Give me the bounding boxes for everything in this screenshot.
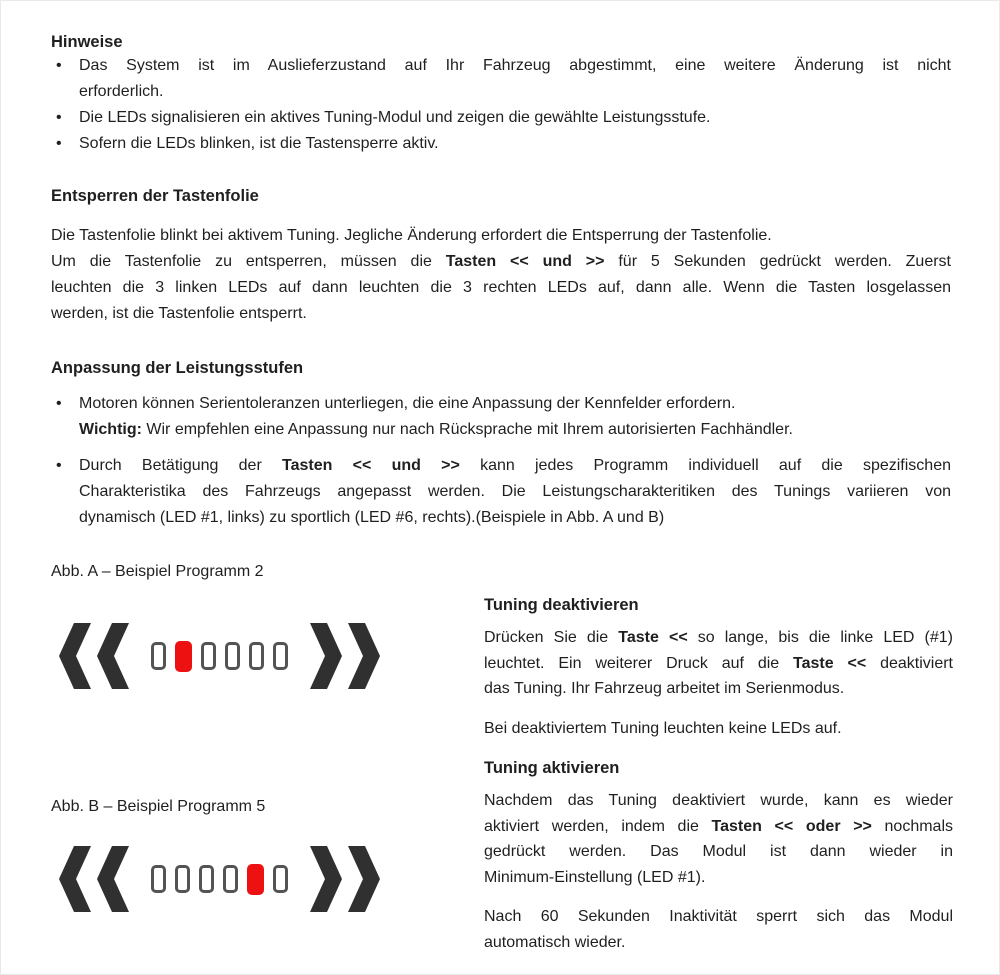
text-segment: dynamisch (LED #1, links) zu sportlich (LED #6, rechts).(Beispiele in Abb. A und B)	[79, 509, 665, 526]
text-line	[51, 249, 951, 275]
text-line	[79, 105, 951, 131]
bold-text-segment: Taste <<	[618, 629, 688, 646]
instructions-column	[484, 594, 953, 969]
text-segment: leuchtet. Ein weiterer Druck auf die	[484, 654, 794, 672]
text-line	[484, 788, 953, 814]
text-line	[79, 391, 951, 417]
text-segment: Charakteristika des Fahrzeugs angepasst werden. Die Leistungscharakteritiken des Tunings variieren von	[79, 483, 951, 500]
text-segment: so lange, bis die linke LED (#1)	[687, 629, 953, 646]
led-indicator	[201, 642, 216, 670]
text-segment: leuchten die 3 linken LEDs auf dann leuchten die 3 rechten LEDs auf, dann alle. Wenn die Tasten losgelassen	[51, 279, 951, 296]
text-segment: werden, ist die Tastenfolie entsperrt.	[51, 305, 307, 322]
text-segment: das Tuning. Ihr Fahrzeug arbeitet im Serienmodus.	[484, 680, 845, 697]
led-indicator	[223, 865, 238, 893]
double-chevron-right-icon	[310, 623, 380, 689]
text-segment: deaktiviert	[866, 654, 953, 672]
text-line	[51, 301, 951, 327]
led-indicator	[273, 865, 288, 893]
led-indicator	[249, 642, 264, 670]
entsperren-paragraphs	[51, 223, 951, 327]
paragraph	[484, 788, 953, 890]
paragraph	[484, 904, 953, 955]
text-line	[79, 479, 951, 505]
text-line	[484, 904, 953, 930]
text-segment: Durch Betätigung der	[79, 457, 283, 474]
text-segment: Die LEDs signalisieren ein aktives Tuning-Modul und zeigen die gewählte Leistungsstufe.	[79, 109, 711, 126]
led-display-figure-b	[59, 846, 380, 912]
figure-b-caption: Abb. B – Beispiel Programm 5	[51, 798, 266, 815]
text-segment: Bei deaktiviertem Tuning leuchten keine LEDs auf.	[484, 719, 842, 737]
text-segment: automatisch wieder.	[484, 933, 626, 951]
led-indicator	[225, 642, 240, 670]
text-segment: Nachdem das Tuning deaktiviert wurde, kann es wieder	[484, 792, 953, 809]
text-line	[484, 930, 953, 956]
instruction-section-title: Tuning aktivieren	[484, 759, 620, 777]
led-indicator	[273, 642, 288, 670]
text-segment: Motoren können Serientoleranzen unterliegen, die eine Anpassung der Kennfelder erfordern.	[79, 395, 736, 412]
text-segment: erforderlich.	[79, 83, 164, 100]
bold-text-segment: Wichtig:	[79, 421, 142, 438]
led-indicator	[175, 865, 190, 893]
text-line	[79, 453, 951, 479]
text-segment: Minimum-Einstellung (LED #1).	[484, 868, 706, 886]
paragraph	[484, 625, 953, 702]
text-line	[484, 814, 953, 840]
led-indicator-active	[175, 641, 192, 672]
bullet-item	[51, 391, 951, 443]
text-segment: Sofern die LEDs blinken, ist die Tastensperre aktiv.	[79, 135, 439, 152]
led-indicator	[151, 865, 166, 893]
bold-text-segment: Tasten << und >>	[445, 253, 605, 270]
led-indicator	[199, 865, 214, 893]
bold-text-segment: Taste <<	[793, 654, 867, 672]
text-segment: Wir empfehlen eine Anpassung nur nach Rücksprache mit Ihrem autorisierten Fachhändler.	[141, 421, 793, 438]
led-display-figure-a	[59, 623, 380, 689]
text-line	[79, 79, 951, 105]
section-title-hinweise: Hinweise	[51, 33, 123, 51]
bullet-item	[51, 53, 951, 105]
section-title-entsperren: Entsperren der Tastenfolie	[51, 187, 259, 205]
bold-text-segment: Tasten << und >>	[282, 457, 460, 474]
text-segment: kann jedes Programm individuell auf die spezifischen	[459, 457, 952, 474]
text-line	[79, 505, 951, 531]
led-row	[151, 641, 288, 672]
text-line	[79, 131, 951, 157]
hinweise-bullet-list	[51, 53, 951, 157]
double-chevron-left-icon	[59, 846, 129, 912]
figure-a-caption: Abb. A – Beispiel Programm 2	[51, 563, 264, 580]
figures-and-instructions-area	[51, 546, 953, 956]
double-chevron-right-icon	[310, 846, 380, 912]
text-line	[484, 865, 953, 891]
text-segment: gedrückt werden. Das Modul ist dann wieder in	[484, 843, 953, 860]
section-title-anpassung: Anpassung der Leistungsstufen	[51, 359, 304, 377]
text-line	[79, 417, 951, 443]
double-chevron-left-icon	[59, 623, 129, 689]
paragraph	[51, 249, 951, 327]
text-segment: nochmals	[871, 817, 954, 835]
paragraph	[484, 716, 953, 742]
led-row	[151, 864, 288, 895]
paragraph	[51, 223, 951, 249]
led-indicator-active	[247, 864, 264, 895]
instruction-section-title: Tuning deaktivieren	[484, 596, 639, 614]
bullet-item	[51, 131, 951, 157]
text-segment: aktiviert werden, indem die	[484, 817, 712, 835]
text-segment: Um die Tastenfolie zu entsperren, müssen die	[51, 253, 446, 270]
text-line	[484, 651, 953, 677]
text-segment: Die Tastenfolie blinkt bei aktivem Tuning. Jegliche Änderung erfordert die Entsperrung der Tastenfolie.	[51, 227, 772, 244]
text-line	[51, 275, 951, 301]
main-text-content	[1, 1, 999, 531]
text-line	[484, 625, 953, 651]
anpassung-bullet-list	[51, 391, 951, 531]
text-segment: für 5 Sekunden gedrückt werden. Zuerst	[604, 253, 951, 270]
text-segment: Drücken Sie die	[484, 629, 619, 646]
led-indicator	[151, 642, 166, 670]
bullet-item	[51, 105, 951, 131]
bullet-item	[51, 453, 951, 531]
text-segment: Das System ist im Auslieferzustand auf Ihr Fahrzeug abgestimmt, eine weitere Änderung ist nicht	[79, 57, 951, 74]
text-line	[51, 223, 951, 249]
text-line	[484, 676, 953, 702]
text-line	[484, 839, 953, 865]
text-line	[79, 53, 951, 79]
bold-text-segment: Tasten << oder >>	[711, 817, 872, 835]
text-line	[484, 716, 953, 742]
text-segment: Nach 60 Sekunden Inaktivität sperrt sich das Modul	[484, 908, 953, 925]
